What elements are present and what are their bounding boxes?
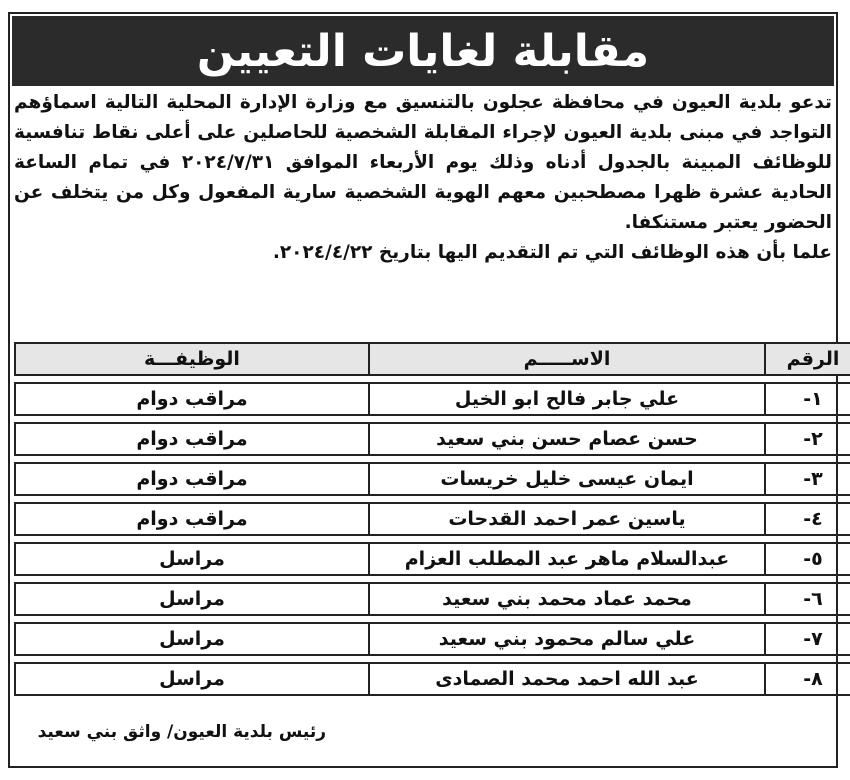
header-number: الرقم xyxy=(764,342,850,376)
row-job: مراقب دوام xyxy=(14,422,368,456)
table-row xyxy=(14,502,850,536)
row-name: علي جابر فالح ابو الخيل xyxy=(368,382,764,416)
row-number: ٦- xyxy=(764,582,850,616)
signature: رئيس بلدية العيون/ واثق بني سعيد xyxy=(37,722,326,742)
row-job: مراقب دوام xyxy=(14,502,368,536)
row-name: حسن عصام حسن بني سعيد xyxy=(368,422,764,456)
header-name: الاســـــم xyxy=(368,342,764,376)
table-row xyxy=(14,582,850,616)
table-row xyxy=(14,422,850,456)
announcement-body xyxy=(14,88,832,268)
row-job: مراقب دوام xyxy=(14,382,368,416)
row-job: مراسل xyxy=(14,662,368,696)
row-name: عبدالسلام ماهر عبد المطلب العزام xyxy=(368,542,764,576)
table-row xyxy=(14,622,850,656)
row-name: ايمان عيسى خليل خريسات xyxy=(368,462,764,496)
row-number: ٣- xyxy=(764,462,850,496)
row-number: ٤- xyxy=(764,502,850,536)
row-name: محمد عماد محمد بني سعيد xyxy=(368,582,764,616)
row-number: ٢- xyxy=(764,422,850,456)
row-number: ٨- xyxy=(764,662,850,696)
page-title: مقابلة لغايات التعيين xyxy=(12,16,834,86)
table-row xyxy=(14,462,850,496)
table-row xyxy=(14,542,850,576)
row-job: مراسل xyxy=(14,622,368,656)
row-number: ٧- xyxy=(764,622,850,656)
row-number: ١- xyxy=(764,382,850,416)
announcement-note: علما بأن هذه الوظائف التي تم التقديم اليها بتاريخ ٢٠٢٤/٤/٢٢. xyxy=(272,242,832,263)
header-job: الوظيفـــة xyxy=(14,342,368,376)
announcement-paragraph: تدعو بلدية العيون في محافظة عجلون بالتنسيق مع وزارة الإدارة المحلية التالية اسماؤهم التواجد في مبنى بلدية العيون لإجراء المقابلة الشخصية للحاصلين على أعلى نقاط تنافسية للوظائف المبينة بالجدول أدناه وذلك يوم الأربعاء الموافق ٢٠٢٤/٧/٣١ في تمام الساعة الحادية عشرة ظهرا مصطحبين معهم الهوية الشخصية سارية المفعول وكل من يتخلف عن الحضور يعتبر مستنكفا. xyxy=(14,92,832,233)
row-job: مراقب دوام xyxy=(14,462,368,496)
row-number: ٥- xyxy=(764,542,850,576)
candidates-table xyxy=(14,336,850,702)
table-row xyxy=(14,382,850,416)
row-job: مراسل xyxy=(14,542,368,576)
row-name: ياسين عمر احمد القدحات xyxy=(368,502,764,536)
table-header-row xyxy=(14,342,850,376)
row-job: مراسل xyxy=(14,582,368,616)
table-row xyxy=(14,662,850,696)
row-name: عبد الله احمد محمد الصمادى xyxy=(368,662,764,696)
row-name: علي سالم محمود بني سعيد xyxy=(368,622,764,656)
